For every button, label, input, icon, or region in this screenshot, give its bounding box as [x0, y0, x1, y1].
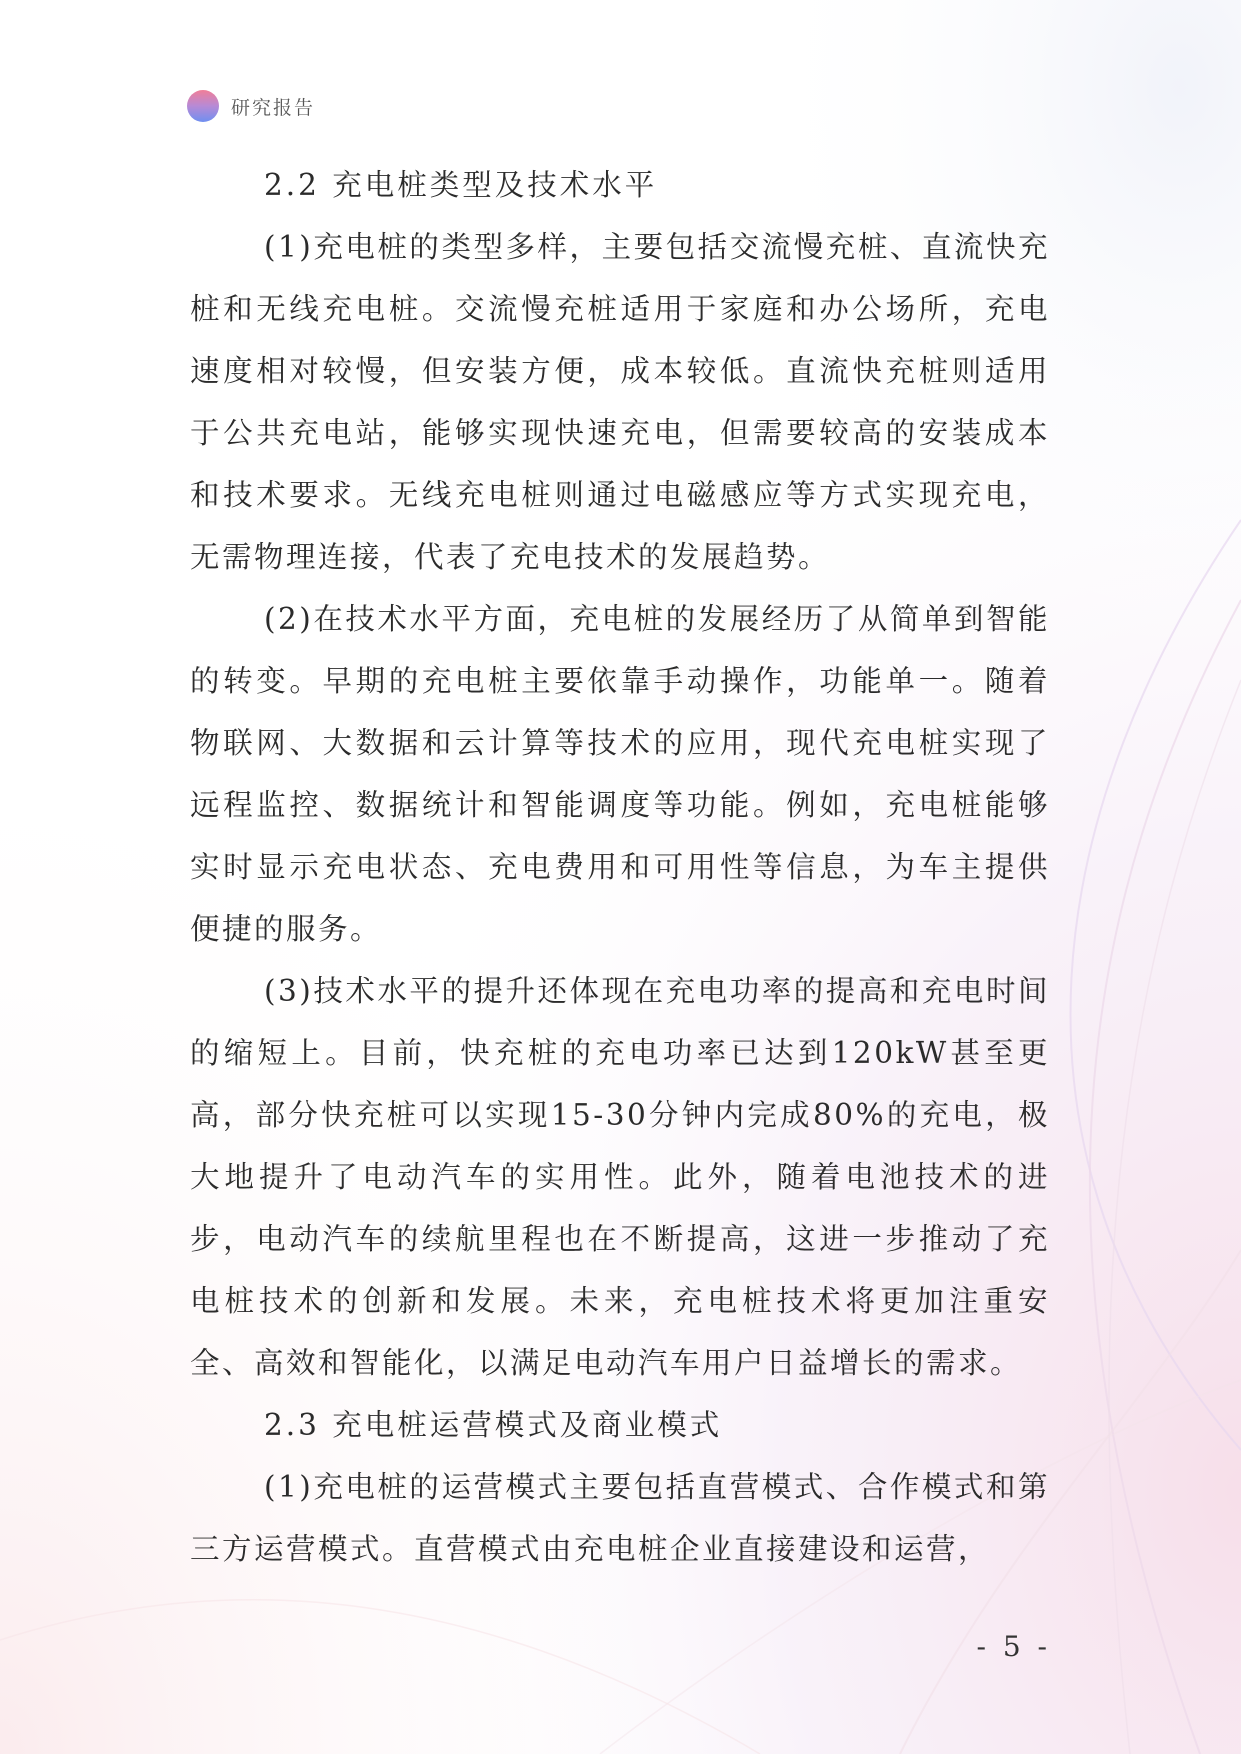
page-number-container — [0, 1630, 1241, 1663]
paragraph-power: (3)技术水平的提升还体现在充电功率的提高和充电时间的缩短上。目前，快充桩的充电功率已达到120kW甚至更高，部分快充桩可以实现15-30分钟内完成80%的充电，极大地提升了电动汽车的实用性。此外，随着电池技术的进步，电动汽车的续航里程也在不断提高，这进一步推动了充电桩技术的创新和发展。未来，充电桩技术将更加注重安全、高效和智能化，以满足电动汽车用户日益增长的需求。 — [190, 974, 1050, 1380]
report-body — [190, 154, 1050, 1580]
paragraph-operation-modes: (1)充电桩的运营模式主要包括直营模式、合作模式和第三方运营模式。直营模式由充电桩企业直接建设和运营， — [190, 1470, 1050, 1566]
paragraph-tech-level: (2)在技术水平方面，充电桩的发展经历了从简单到智能的转变。早期的充电桩主要依靠手动操作，功能单一。随着物联网、大数据和云计算等技术的应用，现代充电桩实现了远程监控、数据统计和智能调度等功能。例如，充电桩能够实时显示充电状态、充电费用和可用性等信息，为车主提供便捷的服务。 — [190, 602, 1050, 946]
paragraph-types: (1)充电桩的类型多样，主要包括交流慢充桩、直流快充桩和无线充电桩。交流慢充桩适用于家庭和办公场所，充电速度相对较慢，但安装方便，成本较低。直流快充桩则适用于公共充电站，能够实现快速充电，但需要较高的安装成本和技术要求。无线充电桩则通过电磁感应等方式实现充电，无需物理连接，代表了充电技术的发展趋势。 — [190, 230, 1050, 574]
section-heading-2-2: 2.2 充电桩类型及技术水平 — [264, 168, 658, 202]
logo-circle-icon — [187, 90, 219, 122]
page-number: - 5 - — [976, 1630, 1051, 1663]
report-label: 研究报告 — [231, 96, 316, 119]
section-heading-2-3: 2.3 充电桩运营模式及商业模式 — [264, 1408, 723, 1442]
report-header — [187, 89, 315, 123]
